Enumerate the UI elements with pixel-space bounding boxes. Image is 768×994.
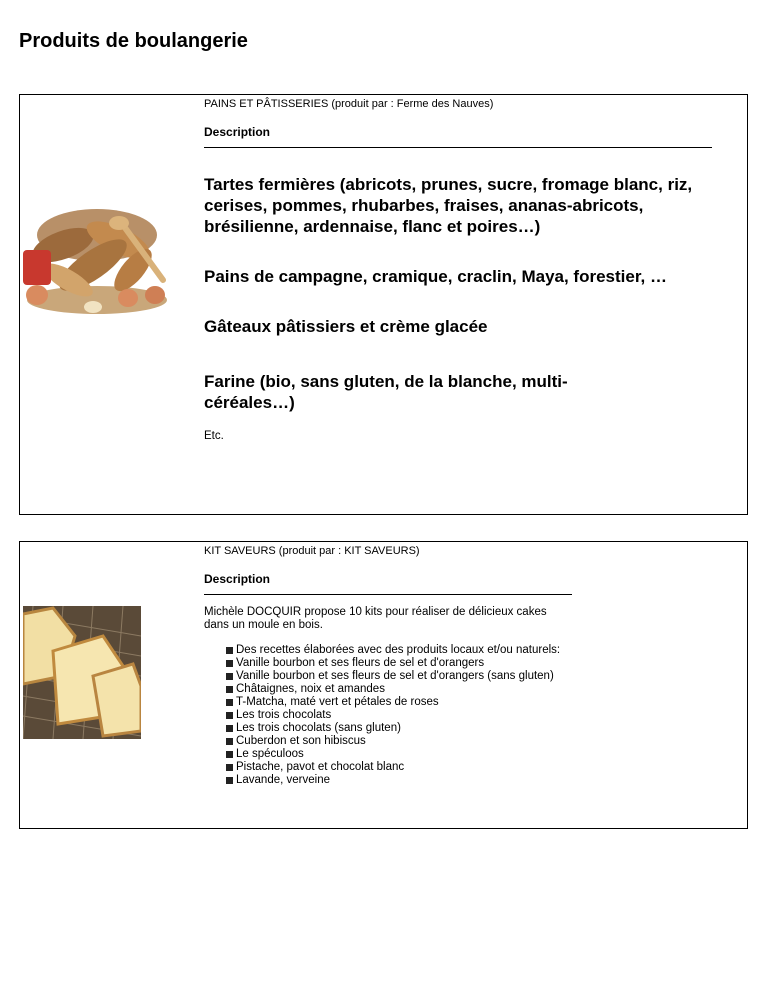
etc-text: Etc. [204, 430, 224, 442]
list-item [226, 683, 562, 696]
card-content [204, 545, 584, 787]
bullet-icon [226, 751, 233, 758]
producer-line: KIT SAVEURS (produit par : KIT SAVEURS) [204, 545, 420, 557]
list-item-text: Des recettes élaborées avec des produits locaux et/ou naturels: [236, 644, 561, 656]
list-item-text: Les trois chocolats (sans gluten) [236, 722, 401, 734]
page-title: Produits de boulangerie [19, 30, 248, 52]
list-item-text: Cuberdon et son hibiscus [236, 735, 366, 747]
description-paragraph: Farine (bio, sans gluten, de la blanche, multi-céréales…) [204, 372, 568, 412]
description-divider [204, 147, 712, 148]
bullet-icon [226, 725, 233, 732]
bullet-icon [226, 686, 233, 693]
list-item [226, 761, 562, 774]
list-item-text: Les trois chocolats [236, 709, 332, 721]
list-item [226, 670, 562, 683]
bullet-icon [226, 712, 233, 719]
bullet-icon [226, 660, 233, 667]
list-item-text: Vanille bourbon et ses fleurs de sel et d'orangers (sans gluten) [236, 670, 554, 682]
intro-text: Michèle DOCQUIR propose 10 kits pour réaliser de délicieux cakes dans un moule en bois. [204, 606, 547, 631]
list-item [226, 644, 562, 657]
bullet-icon [226, 647, 233, 654]
list-item [226, 735, 562, 748]
list-item-text: Pistache, pavot et chocolat blanc [236, 761, 405, 773]
description-label: Description [204, 572, 271, 586]
bullet-icon [226, 738, 233, 745]
bullet-icon [226, 673, 233, 680]
list-item [226, 748, 562, 761]
list-item-text: Le spéculoos [236, 748, 304, 760]
list-item [226, 696, 562, 709]
bullet-icon [226, 764, 233, 771]
list-item-text: Lavande, verveine [236, 774, 330, 786]
list-item [226, 657, 562, 670]
bullet-icon [226, 699, 233, 706]
list-item-text: T-Matcha, maté vert et pétales de roses [236, 696, 439, 708]
card-content [204, 98, 734, 443]
bread-photo [23, 195, 171, 319]
kit-list [226, 644, 562, 787]
bullet-icon [226, 777, 233, 784]
product-card-breads [19, 94, 748, 515]
list-item [226, 709, 562, 722]
cake-photo [23, 606, 141, 739]
product-card-kit-saveurs [19, 541, 748, 829]
list-item-text: Vanille bourbon et ses fleurs de sel et d'orangers [236, 657, 485, 669]
list-item [226, 774, 562, 787]
description-divider [204, 594, 572, 595]
description-paragraph: Gâteaux pâtissiers et crème glacée [204, 317, 488, 336]
list-item-text: Châtaignes, noix et amandes [236, 683, 385, 695]
description-label: Description [204, 125, 271, 139]
list-item [226, 722, 562, 735]
description-paragraph: Tartes fermières (abricots, prunes, sucre, fromage blanc, riz, cerises, pommes, rhubarbes, fraises, ananas-abricots, brésilienne, ardennaise, flanc et poires…) [204, 175, 693, 236]
description-paragraph: Pains de campagne, cramique, craclin, Maya, forestier, … [204, 267, 667, 286]
producer-line: PAINS ET PÂTISSERIES (produit par : Ferme des Nauves) [204, 98, 494, 110]
